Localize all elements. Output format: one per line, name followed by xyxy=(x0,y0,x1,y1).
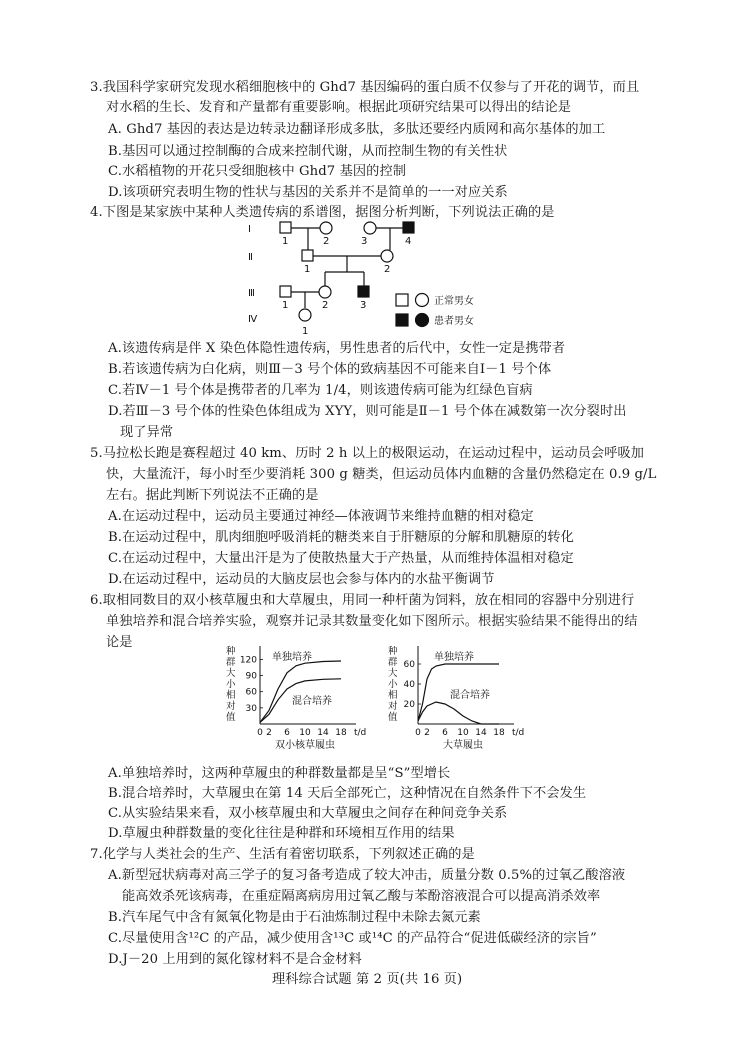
legend-normal-female-icon xyxy=(416,294,429,307)
q6-option-d: D.草履虫种群数量的变化往往是种群和环境相互作用的结果 xyxy=(108,826,455,841)
y-axis-label-char: 对 xyxy=(388,701,398,712)
x-tick-label: 6 xyxy=(442,728,448,738)
pedigree-III3-affected-male xyxy=(358,286,369,297)
q3-option-c: C.水稻植物的开花只受细胞核中 Ghd7 基因的控制 xyxy=(108,164,407,179)
y-axis-label-char: 种 xyxy=(226,646,236,657)
y-axis-label-char: 值 xyxy=(226,712,236,723)
num-IV1: 1 xyxy=(302,326,309,337)
q7-option-c: C.尽量使用含¹²C 的产品，减少使用含¹³C 或¹⁴C 的产品符合“促进低碳经济的宗旨” xyxy=(108,931,597,946)
y-axis-label-char: 相 xyxy=(388,690,398,701)
y-axis-label-char: 小 xyxy=(388,679,398,690)
q5-stem-line1: 5.马拉松长跑是赛程超过 40 km、历时 2 h 以上的极限运动，在运动过程中，运动员会呼吸加 xyxy=(90,446,645,461)
y-axis-label-char: 群 xyxy=(226,657,236,668)
y-tick-label: 60 xyxy=(245,687,257,698)
x-tick-label: 6 xyxy=(284,728,290,738)
q3-option-a: A. Ghd7 基因的表达是边转录边翻译形成多肽，多肽还要经内质网和高尔基体的加工 xyxy=(108,122,606,137)
x-tick-label: 18 xyxy=(335,728,347,738)
y-tick-label: 90 xyxy=(245,671,257,682)
pedigree-I2-normal-female xyxy=(320,222,332,234)
pedigree-III2-normal-female xyxy=(319,286,331,298)
y-tick-label: 20 xyxy=(403,700,415,710)
q5-option-a: A.在运动过程中，运动员主要通过神经—体液调节来维持血糖的相对稳定 xyxy=(108,509,534,524)
q6-stem-line1: 6.取相同数目的双小核草履虫和大草履虫，用同一种杆菌为饲料，放在相同的容器中分别进行 xyxy=(90,593,635,608)
x-tick-label: 0 xyxy=(257,728,263,738)
legend-normal-male-icon xyxy=(396,294,408,306)
num-III1: 1 xyxy=(282,300,289,311)
series-label-alone: 单独培养 xyxy=(272,652,312,663)
q5-option-b: B.在运动过程中，肌肉细胞呼吸消耗的糖类来自于肝糖原的分解和肌糖原的转化 xyxy=(108,530,574,545)
gen-label-2: Ⅱ xyxy=(248,252,253,263)
series-label-mixed: 混合培养 xyxy=(450,690,490,701)
x-tick-label: 10 xyxy=(457,728,469,738)
q4-option-d-line1: D.若Ⅲ－3 号个体的性染色体组成为 XYY，则可能是Ⅱ－1 号个体在减数第一次分裂时出 xyxy=(108,404,627,419)
num-III2: 2 xyxy=(322,300,329,311)
q6-option-b: B.混合培养时，大草履虫在第 14 天后全部死亡，这种情况在自然条件下不会发生 xyxy=(108,786,587,801)
q4-option-c: C.若Ⅳ－1 号个体是携带者的几率为 1/4，则该遗传病可能为红绿色盲病 xyxy=(108,383,533,398)
pedigree-I1-normal-male xyxy=(280,222,291,233)
y-axis-label-char: 相 xyxy=(226,690,236,701)
q4-option-b: B.若该遗传病为白化病，则Ⅲ－3 号个体的致病基因不可能来自Ⅰ－1 号个体 xyxy=(108,362,552,377)
num-II2: 2 xyxy=(384,264,391,275)
legend-affected-male-icon xyxy=(396,314,408,326)
q3-stem-line2: 对水稻的生长、发育和产量都有重要影响。根据此项研究结果可以得出的结论是 xyxy=(106,100,572,115)
q3-option-b: B.基因可以通过控制酶的合成来控制代谢，从而控制生物的有关性状 xyxy=(108,144,508,159)
y-axis-label-char: 种 xyxy=(388,646,398,657)
x-axis-label: t/d xyxy=(512,728,525,738)
q5-stem-line2: 快，大量流汗，每小时至少要消耗 300 g 糖类，但运动员体内血糖的含量仍然稳定在 0.9 g/L xyxy=(106,467,657,482)
x-tick-label: 10 xyxy=(299,728,311,738)
y-tick-label: 40 xyxy=(403,680,415,690)
y-tick-label: 60 xyxy=(403,660,415,670)
chart-paramecium-caudatum xyxy=(384,640,534,760)
x-tick-label: 2 xyxy=(424,728,430,738)
q7-option-d: D.J－20 上用到的氮化镓材料不是合金材料 xyxy=(108,952,362,967)
legend-normal-label: 正常男女 xyxy=(434,296,474,307)
x-tick-label: 14 xyxy=(317,728,329,738)
y-tick-label: 120 xyxy=(239,655,257,666)
q4-option-a: A.该遗传病是伴 X 染色体隐性遗传病，男性患者的后代中，女性一定是携带者 xyxy=(108,341,566,356)
q7-stem: 7.化学与人类社会的生产、生活有着密切联系，下列叙述正确的是 xyxy=(90,847,475,862)
y-axis-label-char: 小 xyxy=(226,679,236,690)
pedigree-III1-normal-male xyxy=(280,286,291,297)
x-tick-label: 18 xyxy=(493,728,505,738)
y-tick-label: 30 xyxy=(245,703,257,714)
x-tick-label: 2 xyxy=(266,728,272,738)
pedigree-I3-normal-female xyxy=(364,222,376,234)
q6-stem-line2: 单独培养和混合培养实验，观察并记录其数量变化如下图所示。根据实验结果不能得出的结 xyxy=(106,614,638,629)
pedigree-I4-affected-male xyxy=(403,222,414,233)
q7-option-a-line2: 能高效杀死该病毒，在重症隔离病房用过氧乙酸与苯酚溶液混合可以提高消杀效率 xyxy=(122,889,601,904)
q6-option-c: C.从实验结果来看，双小核草履虫和大草履虫之间存在种间竞争关系 xyxy=(108,806,508,821)
y-axis-label-char: 群 xyxy=(388,657,398,668)
q7-option-a-line1: A.新型冠状病毒对高三学子的复习备考造成了较大冲击，质量分数 0.5%的过氧乙酸溶液 xyxy=(108,868,626,883)
chart-paramecium-aurelia xyxy=(222,640,377,760)
y-axis-label-char: 大 xyxy=(226,668,236,679)
num-I3: 3 xyxy=(361,236,368,247)
x-axis-label: t/d xyxy=(354,728,367,738)
num-I1: 1 xyxy=(282,236,289,247)
q3-option-d: D.该项研究表明生物的性状与基因的关系并不是简单的一一对应关系 xyxy=(108,185,508,200)
q5-option-c: C.在运动过程中，大量出汗是为了使散热量大于产热量，从而维持体温相对稳定 xyxy=(108,551,574,566)
x-tick-label: 0 xyxy=(415,728,421,738)
x-tick-label: 14 xyxy=(475,728,487,738)
num-II1: 1 xyxy=(304,264,311,275)
pedigree-diagram xyxy=(240,218,510,338)
pedigree-IV1-normal-female xyxy=(299,309,311,321)
y-axis-label-char: 值 xyxy=(388,712,398,723)
q7-option-b: B.汽车尾气中含有氮氧化物是由于石油炼制过程中未除去氮元素 xyxy=(108,910,481,925)
legend-affected-label: 患者男女 xyxy=(434,316,474,327)
num-I2: 2 xyxy=(323,236,330,247)
q5-stem-line3: 左右。据此判断下列说法不正确的是 xyxy=(106,488,319,503)
q3-stem-line1: 3.我国科学家研究发现水稻细胞核中的 Ghd7 基因编码的蛋白质不仅参与了开花的调节，而且 xyxy=(90,80,640,95)
pedigree-II1-normal-male xyxy=(302,250,313,261)
series-line-alone xyxy=(260,661,341,722)
series-label-mixed: 混合培养 xyxy=(292,696,332,707)
legend-affected-female-icon xyxy=(416,314,429,327)
series-line-mixed xyxy=(418,702,499,724)
q6-stem-line3: 论是 xyxy=(106,635,133,650)
num-III3: 3 xyxy=(360,300,367,311)
y-axis-label-char: 对 xyxy=(226,701,236,712)
gen-label-4: Ⅳ xyxy=(248,314,258,325)
chart-title: 大草履虫 xyxy=(443,740,483,751)
pedigree-II2-normal-female xyxy=(381,250,393,262)
q6-option-a: A.单独培养时，这两种草履虫的种群数量都是呈“S”型增长 xyxy=(108,766,451,781)
num-I4: 4 xyxy=(405,236,412,247)
q4-stem: 4.下图是某家族中某种人类遗传病的系谱图，据图分析判断，下列说法正确的是 xyxy=(90,205,555,220)
y-axis-label-char: 大 xyxy=(388,668,398,679)
page-footer: 理科综合试题 第 2 页(共 16 页) xyxy=(272,972,463,987)
q4-option-d-line2: 现了异常 xyxy=(120,425,174,440)
gen-label-3: Ⅲ xyxy=(248,288,255,299)
chart-title: 双小核草履虫 xyxy=(275,740,335,751)
series-label-alone: 单独培养 xyxy=(434,652,474,663)
q5-option-d: D.在运动过程中，运动员的大脑皮层也会参与体内的水盐平衡调节 xyxy=(108,572,495,587)
gen-label-1: Ⅰ xyxy=(248,224,251,235)
